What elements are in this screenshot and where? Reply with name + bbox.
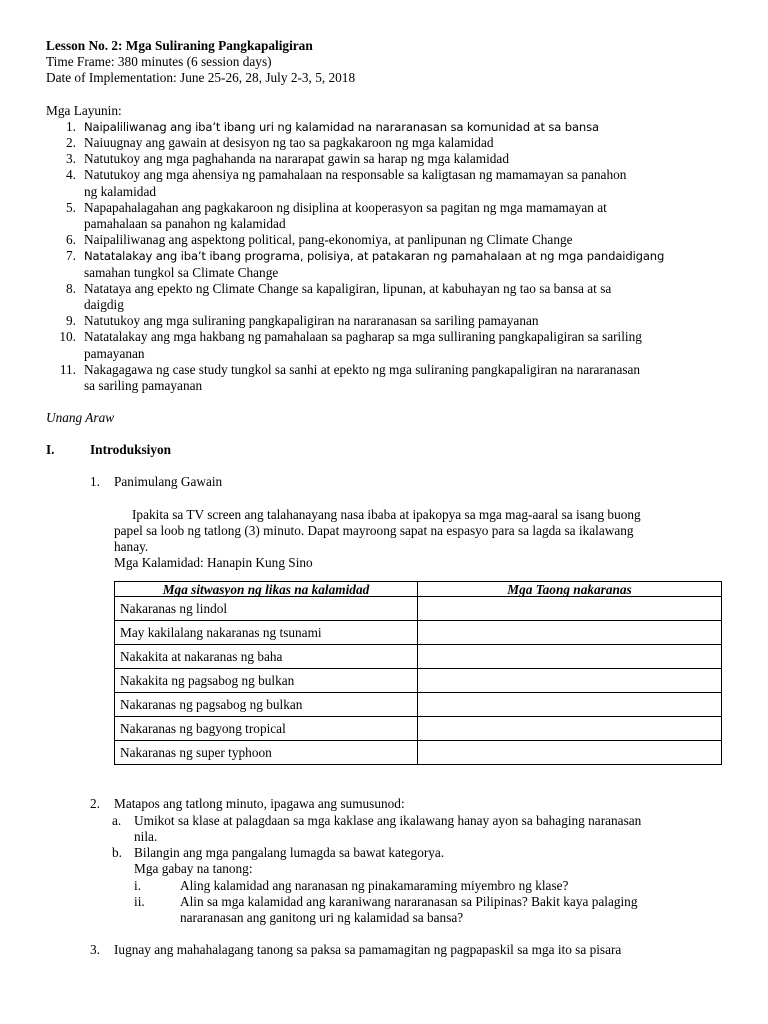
table-cell-situation: Nakaranas ng lindol (115, 597, 418, 621)
table-cell-empty (418, 645, 722, 669)
objective-text: Natutukoy ang mga suliraning pangkapaligiran na nararanasan sa sariling pamayanan (84, 313, 539, 329)
objective-text: Naipaliliwanag ang iba’t ibang uri ng kalamidad na nararanasan sa komunidad at sa bansa (84, 119, 599, 134)
instruction-line: papel sa loob ng tatlong (3) minuto. Dapat mayroong sapat na espasyo para sa lagda sa ikalawang (114, 522, 634, 538)
instruction-line: hanay. (114, 539, 149, 555)
lesson-document (46, 38, 736, 958)
objective-text-line1: Natatalakay ang mga hakbang ng pamahalaan sa pagharap sa mga sulliraning pangkapaligiran sa sariling (84, 329, 642, 345)
objective-number: 6. (66, 232, 76, 248)
objectives-heading: Mga Layunin: (46, 102, 122, 118)
step-text-line2: nila. (134, 828, 158, 844)
activity-text: Iugnay ang mahahalagang tanong sa paksa sa pamamagitan ng pagpapaskil sa mga ito sa pisara (114, 942, 622, 958)
step-text: Bilangin ang mga pangalang lumagda sa bawat kategorya. (134, 845, 445, 861)
objective-item (46, 329, 736, 361)
question-text-line1: Alin sa mga kalamidad ang karaniwang nararanasan sa Pilipinas? Bakit kaya palaging (180, 893, 638, 909)
objective-number: 2. (66, 135, 76, 151)
activity-number: 2. (90, 796, 100, 812)
objective-item (46, 281, 736, 313)
table-row (115, 621, 722, 645)
objective-item (46, 232, 736, 248)
guide-questions-heading: Mga gabay na tanong: (134, 861, 253, 877)
guide-question-ii (46, 894, 736, 926)
section-label: Introduksiyon (90, 442, 172, 458)
implementation-date: Date of Implementation: June 25-26, 28, July 2-3, 5, 2018 (46, 70, 356, 86)
activity-title: Panimulang Gawain (114, 474, 223, 490)
activity-1-title (46, 474, 736, 490)
time-frame: Time Frame: 380 minutes (6 session days) (46, 54, 272, 70)
objective-item (46, 248, 736, 280)
activity-text: Matapos ang tatlong minuto, ipagawa ang sumusunod: (114, 796, 405, 812)
table-row (115, 645, 722, 669)
question-text-line2: nararanasan ang ganitong uri ng kalamidad sa bansa? (180, 909, 464, 925)
section-heading (46, 442, 736, 458)
table-cell-empty (418, 717, 722, 741)
table-cell-situation: Nakakita ng pagsabog ng bulkan (115, 669, 418, 693)
instruction-line: Ipakita sa TV screen ang talahanayang nasa ibaba at ipakopya sa mga mag-aaral sa isang buong (132, 506, 641, 522)
table-row (115, 717, 722, 741)
objective-text-line2: samahan tungkol sa Climate Change (84, 264, 279, 280)
objective-number: 11. (59, 361, 76, 377)
calamity-table (114, 581, 722, 765)
table-cell-empty (418, 741, 722, 765)
table-cell-empty (418, 621, 722, 645)
question-numeral: ii. (134, 893, 145, 909)
activity-number: 3. (90, 942, 100, 958)
objective-number: 9. (66, 313, 76, 329)
question-text: Aling kalamidad ang naranasan ng pinakamaraming miyembro ng klase? (180, 877, 569, 893)
day-heading: Unang Araw (46, 410, 115, 426)
objective-item (46, 313, 736, 329)
objective-item (46, 135, 736, 151)
table-cell-empty (418, 669, 722, 693)
table-row (115, 597, 722, 621)
guide-question-i (46, 878, 736, 894)
table-cell-situation: Nakaranas ng pagsabog ng bulkan (115, 693, 418, 717)
objective-text-line2: pamayanan (84, 345, 145, 361)
table-row (115, 669, 722, 693)
objective-text-line2: ng kalamidad (84, 183, 157, 199)
table-row (115, 741, 722, 765)
question-numeral: i. (134, 877, 142, 893)
objective-item (46, 119, 736, 135)
objective-text: Naipaliliwanag ang aspektong political, pang-ekonomiya, at panlipunan ng Climate Change (84, 232, 573, 248)
table-cell-situation: May kakilalang nakaranas ng tsunami (115, 621, 418, 645)
objective-item (46, 362, 736, 394)
table-cell-situation: Nakakita at nakaranas ng baha (115, 645, 418, 669)
objective-text-line1: Napapahalagahan ang pagkakaroon ng disiplina at kooperasyon sa pagitan ng mga mamamayan at (84, 199, 607, 215)
objective-text-line2: sa sariling pamayanan (84, 378, 203, 394)
objective-text-line1: Natatalakay ang iba’t ibang programa, polisiya, at patakaran ng pamahalaan at ng mga pandaidigang (84, 249, 665, 264)
table-cell-situation: Nakaranas ng super typhoon (115, 741, 418, 765)
activity-1-instructions (46, 507, 736, 572)
objective-item (46, 167, 736, 199)
activity-2 (46, 796, 736, 812)
objective-number: 1. (66, 118, 76, 134)
step-text-line1: Umikot sa klase at palagdaan sa mga kaklase ang ikalawang hanay ayon sa bahaging naranasan (134, 812, 642, 828)
step-letter: b. (112, 845, 122, 861)
table-cell-empty (418, 597, 722, 621)
activity-3 (46, 942, 736, 958)
objective-item (46, 200, 736, 232)
objective-text-line1: Nakagagawa ng case study tungkol sa sanhi at epekto ng mga suliraning pangkapaligiran na nararanasan (84, 361, 641, 377)
table-cell-situation: Nakaranas ng bagyong tropical (115, 717, 418, 741)
objective-number: 8. (66, 280, 76, 296)
objective-item (46, 151, 736, 167)
objective-text-line2: daigdig (84, 297, 124, 313)
objective-number: 3. (66, 151, 76, 167)
objective-number: 7. (66, 248, 76, 264)
step-a (46, 813, 736, 845)
objective-text: Naiuugnay ang gawain at desisyon ng tao sa pagkakaroon ng mga kalamidad (84, 135, 494, 151)
table-header-situation: Mga sitwasyon ng likas na kalamidad (115, 582, 418, 597)
table-caption: Mga Kalamidad: Hanapin Kung Sino (114, 555, 313, 571)
objective-text-line1: Natutukoy ang mga ahensiya ng pamahalaan na responsable sa kaligtasan ng mamamayan sa panahon (84, 167, 627, 183)
objective-number: 10. (59, 329, 76, 345)
step-b (46, 845, 736, 877)
objective-text-line1: Natataya ang epekto ng Climate Change sa kapaligiran, lipunan, at kabuhayan ng tao sa bansa at sa (84, 280, 612, 296)
table-header-people: Mga Taong nakaranas (418, 582, 722, 597)
table-cell-empty (418, 693, 722, 717)
table-header-row (115, 582, 722, 597)
objective-text-line2: pamahalaan sa panahon ng kalamidad (84, 216, 286, 232)
objective-text: Natutukoy ang mga paghahanda na nararapat gawin sa harap ng mga kalamidad (84, 151, 509, 167)
table-row (115, 693, 722, 717)
objective-number: 4. (66, 167, 76, 183)
step-letter: a. (112, 812, 122, 828)
lesson-title: Lesson No. 2: Mga Suliraning Pangkapaligiran (46, 38, 313, 53)
activity-number: 1. (90, 474, 100, 490)
objective-number: 5. (66, 199, 76, 215)
section-roman: I. (46, 442, 55, 458)
